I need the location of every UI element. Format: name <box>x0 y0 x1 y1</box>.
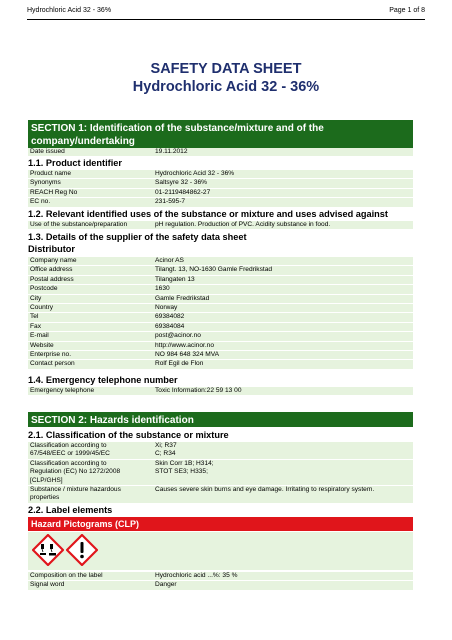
s12-table <box>28 221 413 230</box>
row-key: E-mail <box>30 332 49 340</box>
s21-heading: 2.1. Classification of the substance or mixture <box>28 430 229 440</box>
document-subtitle: Hydrochloric Acid 32 - 36% <box>132 79 320 95</box>
s22-table <box>28 572 413 591</box>
s11-table <box>28 170 413 208</box>
table-row <box>28 486 413 503</box>
row-key: Classification according to <box>30 459 107 467</box>
s21-table <box>28 442 413 504</box>
table-row <box>28 460 413 485</box>
row-key: Company name <box>30 257 77 264</box>
row-value-cont: STOT SE3; H335; <box>155 468 208 476</box>
row-key: Product name <box>30 170 72 177</box>
row-value: Norway <box>155 304 178 312</box>
date-issued-value: 19.11.2012 <box>155 148 188 155</box>
table-row <box>28 189 413 197</box>
row-value: 69384084 <box>155 322 185 330</box>
row-value: Tilangt. 13, NO-1630 Gamle Fredrikstad <box>155 266 273 274</box>
row-key: Enterprise no. <box>30 351 72 359</box>
row-key: REACH Reg No <box>30 188 78 196</box>
row-value: Saltsyre 32 - 36% <box>155 179 208 187</box>
s13-heading: 1.3. Details of the supplier of the safety data sheet <box>28 232 247 242</box>
row-key: Contact person <box>30 360 75 368</box>
s12-heading: 1.2. Relevant identified uses of the substance or mixture and uses advised against <box>28 209 388 219</box>
row-key-cont: [CLP/GHS] <box>30 476 63 484</box>
row-value: Gamle Fredrikstad <box>155 294 210 302</box>
row-value: Acinor AS <box>155 257 184 264</box>
page-header <box>27 7 425 20</box>
row-value: Danger <box>155 581 177 589</box>
row-key: Postal address <box>30 275 74 283</box>
table-row <box>28 266 413 274</box>
section1-heading-line1: SECTION 1: Identification of the substance/mixture and of the <box>31 123 324 134</box>
table-row <box>28 332 413 340</box>
row-key: Emergency telephone <box>30 387 95 394</box>
row-key-cont: 67/548/EEC or 1999/45/EC <box>30 450 110 458</box>
section2-heading: SECTION 2: Hazards identification <box>28 412 413 427</box>
distributor-heading: Distributor <box>28 244 75 254</box>
row-value: 01-2119484862-27 <box>155 188 211 196</box>
row-key: Office address <box>30 266 73 274</box>
row-value: 69384082 <box>155 313 185 321</box>
table-row <box>28 198 413 206</box>
date-issued-row <box>28 148 413 156</box>
table-row <box>28 387 413 395</box>
row-key: Fax <box>30 322 41 330</box>
table-row <box>28 221 413 229</box>
header-doc-name: Hydrochloric Acid 32 - 36% <box>27 7 112 14</box>
s11-heading: 1.1. Product identifier <box>28 158 122 168</box>
row-value: Skin Corr 1B; H314; <box>155 459 214 467</box>
date-issued-label: Date issued <box>30 148 65 155</box>
table-row <box>28 442 413 459</box>
row-value: 231-595-7 <box>155 198 186 206</box>
row-key: Tel <box>30 313 39 321</box>
table-row <box>28 276 413 284</box>
document-title: SAFETY DATA SHEET <box>150 61 302 77</box>
row-value: post@acinor.no <box>155 332 201 340</box>
row-value: Hydrochloric acid ...%: 35 % <box>155 572 238 579</box>
row-value: pH regulation. Production of PVC. Acidity substance in food. <box>155 221 331 228</box>
pictogram-area <box>28 532 413 570</box>
row-key: Postcode <box>30 285 58 293</box>
row-key: Use of the substance/preparation <box>30 221 128 228</box>
s14-table <box>28 387 413 396</box>
row-value: Hydrochloric Acid 32 - 36% <box>155 170 235 177</box>
row-value: Toxic Information:22 59 13 00 <box>155 387 242 394</box>
s22-heading: 2.2. Label elements <box>28 505 113 515</box>
header-page-number: Page 1 of 8 <box>389 7 425 14</box>
table-row <box>28 572 413 580</box>
row-key: Composition on the label <box>30 572 103 579</box>
table-row <box>28 313 413 321</box>
row-key: EC no. <box>30 198 51 206</box>
row-value: Causes severe skin burns and eye damage. Irritating to respiratory system. <box>155 486 375 494</box>
table-row <box>28 170 413 178</box>
s13-table <box>28 257 413 370</box>
table-row <box>28 179 413 187</box>
row-key: Country <box>30 304 54 312</box>
row-value: Rolf Egil de Flon <box>155 360 204 368</box>
row-value: 1630 <box>155 285 170 293</box>
row-value-cont: C; R34 <box>155 450 176 458</box>
section1-heading <box>28 120 413 148</box>
row-value: http://www.acinor.no <box>155 341 215 349</box>
row-value: Tilangaten 13 <box>155 275 195 283</box>
table-row <box>28 257 413 265</box>
table-row <box>28 323 413 331</box>
table-row <box>28 285 413 293</box>
row-value: NO 984 648 324 MVA <box>155 351 220 359</box>
hazard-pictograms-heading: Hazard Pictograms (CLP) <box>28 517 413 531</box>
table-row <box>28 581 413 589</box>
row-key: Substance / mixture hazardous <box>30 486 121 494</box>
table-row <box>28 304 413 312</box>
s14-heading: 1.4. Emergency telephone number <box>28 375 178 385</box>
exclamation-icon <box>66 534 98 566</box>
table-row <box>28 351 413 359</box>
row-key-cont: properties <box>30 494 60 502</box>
section1-heading-line2: company/undertaking <box>31 136 135 147</box>
row-key: City <box>30 294 42 302</box>
row-key: Website <box>30 341 54 349</box>
row-key: Signal word <box>30 581 65 589</box>
table-row <box>28 295 413 303</box>
table-row <box>28 360 413 368</box>
row-key: Synonyms <box>30 179 61 187</box>
row-key-cont: Regulation (EC) No 1272/2008 <box>30 468 121 476</box>
corrosion-icon <box>32 534 64 566</box>
row-key: Classification according to <box>30 442 107 449</box>
table-row <box>28 342 413 350</box>
row-value: Xi; R37 <box>155 442 177 449</box>
